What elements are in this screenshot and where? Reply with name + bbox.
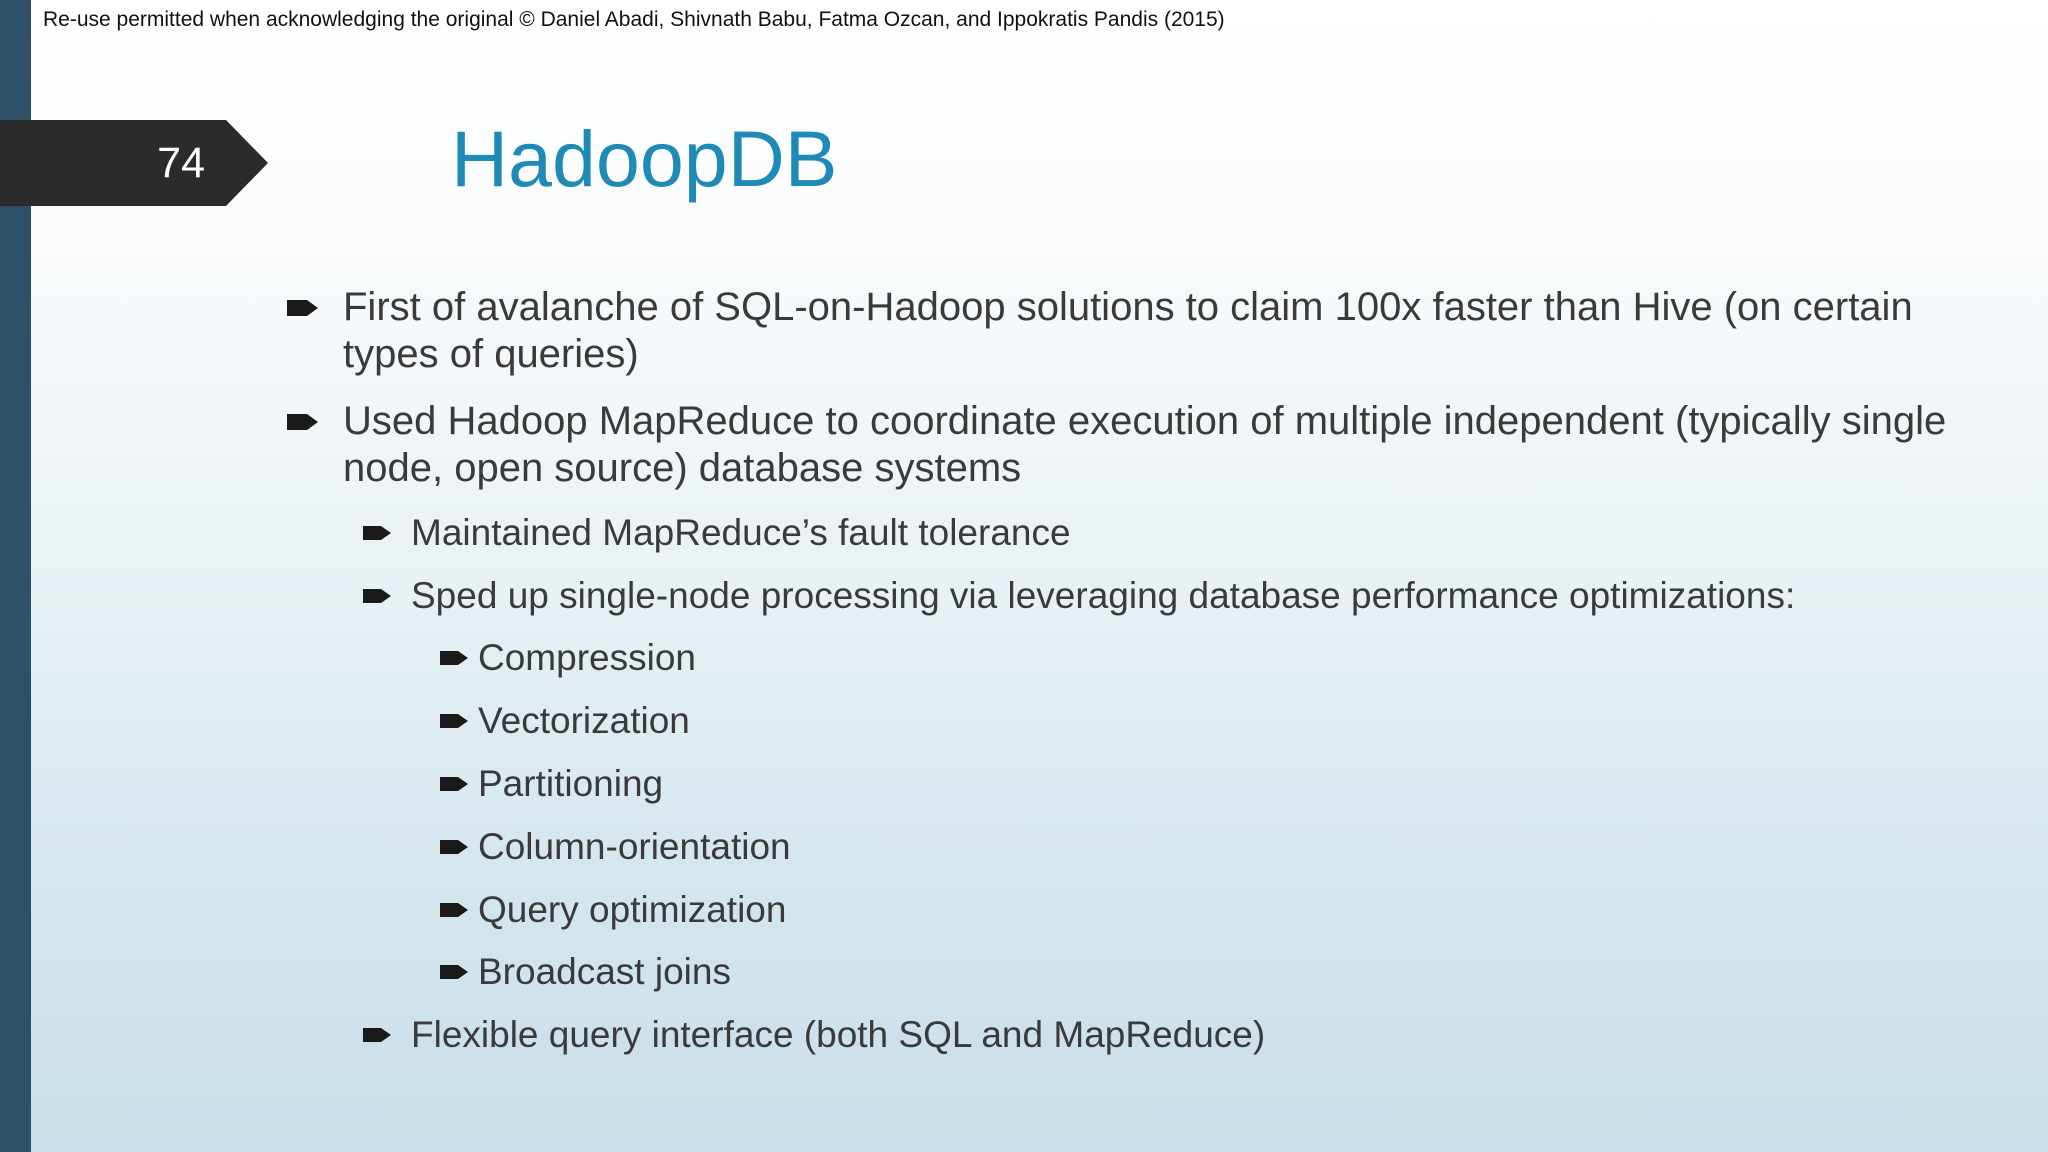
bullet-item [478, 634, 1978, 681]
bullet-item [478, 823, 1978, 870]
bullet-item [478, 886, 1978, 933]
pointing-arrow-icon [440, 823, 474, 870]
bullet-text: Vectorization [478, 700, 690, 741]
bullet-text: Query optimization [478, 889, 787, 930]
pointing-arrow-icon [287, 398, 321, 445]
bullet-text: Used Hadoop MapReduce to coordinate execution of multiple independent (typically single node, open source) database systems [343, 399, 1947, 490]
pointing-arrow-icon [440, 760, 474, 807]
bullet-item [411, 509, 2011, 556]
bullet-item [343, 284, 2003, 378]
bullet-text: Partitioning [478, 763, 664, 804]
bullet-item [478, 948, 1978, 995]
pointing-arrow-icon [440, 886, 474, 933]
bullet-item [478, 760, 1978, 807]
bullet-item [478, 697, 1978, 744]
pointing-arrow-icon [363, 509, 397, 556]
pointing-arrow-icon [287, 284, 321, 331]
copyright-notice: Re-use permitted when acknowledging the original © Daniel Abadi, Shivnath Babu, Fatma Ozcan, and Ippokratis Pandis (2015) [43, 8, 1225, 31]
pointing-arrow-icon [440, 948, 474, 995]
bullet-text: Sped up single-node processing via leveraging database performance optimizations: [411, 575, 1796, 616]
slide-number: 74 [157, 139, 205, 187]
pointing-arrow-icon [440, 634, 474, 681]
pointing-arrow-icon [440, 697, 474, 744]
bullet-item [343, 398, 2003, 492]
bullet-item [411, 1011, 2011, 1058]
bullet-text: First of avalanche of SQL-on-Hadoop solutions to claim 100x faster than Hive (on certain types of queries) [343, 285, 1913, 376]
bullet-text: Column-orientation [478, 826, 791, 867]
bullet-text: Maintained MapReduce’s fault tolerance [411, 512, 1071, 553]
pointing-arrow-icon [363, 572, 397, 619]
slide-title: HadoopDB [451, 114, 838, 203]
bullet-text: Compression [478, 637, 696, 678]
bullet-text: Flexible query interface (both SQL and MapReduce) [411, 1014, 1266, 1055]
pointing-arrow-icon [363, 1011, 397, 1058]
bullet-item [411, 572, 2011, 619]
bullet-text: Broadcast joins [478, 951, 731, 992]
